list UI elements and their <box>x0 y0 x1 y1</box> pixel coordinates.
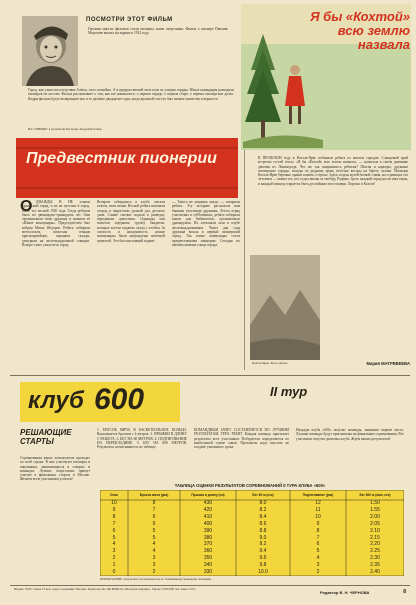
film-photo <box>22 16 78 86</box>
boy-portrait-icon <box>22 16 78 86</box>
table-cell: 4 <box>112 541 116 548</box>
table-cell: 380 <box>203 534 213 541</box>
tree-icon <box>245 34 281 142</box>
table-cell: 340 <box>203 562 213 569</box>
table-cell: 1.55 <box>370 506 380 513</box>
table-cell: 390 <box>203 527 213 534</box>
column-divider <box>244 150 245 370</box>
pioneer-headline: Предвестник пионерии <box>26 150 217 167</box>
landscape-icon <box>250 255 320 360</box>
kokhtoy-body: В ПРОШЛОМ году в Кохтла-Ярве побывали ребята из многих городов. Сланцевый край встретил гостей тепло. «Я бы «Кохтой» всю землю назвала», — написала в своём дневнике девочка из Ленинграда. Что же так понравилось ребятам? Шахты и карьеры, дружные пионерские отряды, походы по родному краю, весёлые костры на берегу залива. Пионеры Кохтла-Ярве бережно хранят память о героях. Здесь создан музей боевой славы, на страницах его летописи — имена тех, кто отдал жизнь за свободу Родины. Здесь каждый отряд носит имя героя, и каждый пионер старается быть достойным этого имени. Хорошо в Кохтле! <box>258 156 408 186</box>
pioneer-column-1: ДНАЖДЫ В НЕ узнали вражеский отряд, и их не пустили в город. Было это весной 1920 года. Тогда ребятам было по двенадцать-тринадцать лет. Они организовали свою дружину и назвали её «Юные коммунары». Председателем был избран Миша Фёдоров. Ребята собирали металлолом, помогали семьям красноармейцев, охраняли склады, дежурили на железнодорожной станции. Вскоре о них узнал весь город. <box>22 200 90 247</box>
footer-editor: Редактор В. Н. ЧЕРНОВА <box>320 590 370 595</box>
table-cell: 2.25 <box>370 548 380 555</box>
kokhtoy-photo-caption: Кохтла-Ярве. Фото автора. <box>252 362 288 365</box>
table-cell: 8.2 <box>259 506 267 513</box>
table-cell: 330 <box>203 569 213 576</box>
table-cell: 9 <box>112 506 116 513</box>
table-cell: 5 <box>152 534 156 541</box>
club-logo-number: 600 <box>94 383 145 416</box>
table-cell: 7 <box>112 520 116 527</box>
club-left-text: Соревнования юных легкоатлетов проходят по всей стране. В них участвуют пионеры и школьники, занимающиеся в секциях и командах. Лучшие спортсмены примут участие в финальных стартах в Москве. Желаем всем участникам успехов! <box>20 456 90 482</box>
table-cell: 8.0 <box>259 500 267 506</box>
table-cell: 3 <box>152 555 156 562</box>
table-cell: 4 <box>152 541 156 548</box>
table-cell: 2 <box>152 569 156 576</box>
table-cell: 9.0 <box>259 534 267 541</box>
table-cell: 0 <box>112 569 116 576</box>
table-header-cell: Бег 600 м (мин, сек) <box>359 493 391 497</box>
table-cell: 7 <box>152 506 156 513</box>
table-cell: 6 <box>316 541 320 548</box>
table-cell: 8 <box>152 500 156 506</box>
table-title: ТАБЛИЦА ОЦЕНКИ РЕЗУЛЬТАТОВ СОРЕВНОВАНИЙ II ТУРА КЛУБА «600» <box>174 483 326 488</box>
table-cell: 4 <box>316 555 320 562</box>
table-cell: 8.4 <box>259 513 267 520</box>
table-header-cell: Бросок мяча (раз) <box>139 493 169 497</box>
table-cell: 3 <box>152 562 156 569</box>
table-cell: 7 <box>316 534 320 541</box>
table-cell: 9.2 <box>259 541 267 548</box>
kokhtoy-illustration <box>243 30 323 148</box>
table-cell: 10.0 <box>258 569 268 576</box>
club-decisive-heading: РЕШАЮЩИЕ СТАРТЫ <box>20 428 72 446</box>
club-logo <box>20 382 180 422</box>
table-cell: 2 <box>112 555 116 562</box>
club-rules-column-3: Награды клуба «600» получат команды, занявшие первые места. Лучшие команды будут приглашены на финальные соревнования. Все участники получат дипломы клуба. Ждём ваших результатов! <box>296 428 404 441</box>
table-cell: 400 <box>203 520 213 527</box>
table-cell: 8 <box>316 527 320 534</box>
table-cell: 350 <box>203 555 213 562</box>
table-cell: 360 <box>203 548 213 555</box>
table-header-cell: Прыжок в длину (см) <box>191 493 225 497</box>
table-cell: 5 <box>316 548 320 555</box>
table-cell: 9.8 <box>259 562 267 569</box>
table-cell: 9.4 <box>259 548 267 555</box>
pioneer-column-3: — Такого не увидишь нигде, — говорили ребята. Эту историю рассказала нам бывшая участница дружины. Летом отряд участвовал в субботниках, ребята собирали книги для библиотеки, организовали драмкружок. Их спектакли шли в клубе железнодорожников. Через два года дружина вошла в первый пионерский отряд. Так юные коммунары стали предвестниками пионерии. Сегодня их именем названа улица города. <box>172 200 240 247</box>
table-cell: 6 <box>152 520 156 527</box>
results-table-body <box>100 490 404 576</box>
table-cell: 420 <box>203 506 213 513</box>
pioneer-band-pattern <box>16 138 238 198</box>
club-rules-column-1: 1. БРОСОК МЯЧА В БАСКЕТБОЛЬНОЕ КОЛЬЦО. Выполняется броском с 4 метров. 2. ПРЫЖКИ В ДЛИНУ С РАЗБЕГА. 3. БЕГ НА 60 МЕТРОВ. 4. ПОДТЯГИВАНИЕ НА ПЕРЕКЛАДИНЕ. 5. БЕГ НА 600 МЕТРОВ. Результаты засчитываются по таблице. <box>97 428 187 450</box>
club-rules-column-2: КОМАНДНЫЙ ЗАЧЕТ СОСТАВЛЯЕТСЯ ПО ЛУЧШИМ РЕЗУЛЬТАТАМ ТРЕХ РЕБЯТ. Каждая команда присылает результаты всех участников. Победители определяются по наибольшей сумме очков. Протоколы надо выслать не позднее указанного срока. <box>194 428 289 450</box>
table-cell: 2.35 <box>370 562 380 569</box>
table-cell: 2.40 <box>370 569 380 576</box>
table-cell: 2.30 <box>370 555 380 562</box>
table-cell: 2.20 <box>370 541 380 548</box>
film-lead: Героями многих фильмов стали пионеры, наши сверстники. Фильм о пионере Павлике Морозове вышел на экраны в 1932 году. <box>88 27 228 36</box>
film-caption: НА СНИМКЕ: в роли Коли Кострова Андрей Болтнев. <box>28 128 103 131</box>
table-cell: 8 <box>112 513 116 520</box>
table-header-cell: Подтягивание (раз) <box>302 493 334 497</box>
table-cell: 370 <box>203 541 213 548</box>
table-header-cell: Очки <box>110 493 118 497</box>
table-cell: 9.6 <box>259 555 267 562</box>
table-cell: 8.6 <box>259 520 267 527</box>
club-section-rule <box>10 375 410 376</box>
table-cell: 2.10 <box>370 527 380 534</box>
table-cell: 12 <box>315 500 321 506</box>
table-cell: 10 <box>315 513 321 520</box>
pioneer-dropcap: О <box>20 198 33 215</box>
girl-figure-icon <box>285 65 305 124</box>
table-cell: 5 <box>112 534 116 541</box>
table-cell: 2.00 <box>370 513 380 520</box>
table-cell: 1 <box>112 562 116 569</box>
kokhtoy-author: Мария МАТРЕВЕЕВА <box>366 361 410 366</box>
table-cell: 5 <box>152 527 156 534</box>
table-cell: 3 <box>316 562 320 569</box>
footer-rule <box>10 585 410 586</box>
kokhtoy-headline: Я бы «Кохтой» всю землю назвала <box>310 10 410 52</box>
film-body: Город, как узнал впоследствии Алёша, спал спокойно. А в предрассветной мгле шли по улицам отряды. Юные командиры разводили пионеров по постам. Фильм рассказывает о том, как всё начиналось: о первом отряде, о первом сборе, о первых пионерских делах. Кадры фильма будто возвращают нас в те далёкие двадцатые годы, когда красный галстук был знаком мужества и верности. <box>28 88 234 101</box>
table-cell: 11 <box>315 506 321 513</box>
table-cell: 430 <box>203 500 213 506</box>
table-note: ПРИМЕЧАНИЕ: результаты засчитываются по ближайшему меньшему значению. <box>100 578 212 581</box>
table-header-cell: Бег 60 м (сек) <box>252 493 274 497</box>
results-table <box>100 490 404 576</box>
film-heading: ПОСМОТРИ ЭТОТ ФИЛЬМ <box>86 17 173 23</box>
page-number: 8 <box>403 589 406 595</box>
pioneer-column-2: Вечером собирались в клубе, читали газеты, пели песни. Весной ребята вскопали огород и вырастили урожай для детского дома. Самые смелые ходили в разведку, передавали донесения. Однажды они помогли задержать группу бандитов, которые хотели поджечь склад с хлебом. За смелость и находчивость «юные коммунары» были награждены почётной грамотой. Это был настоящий подвиг. <box>97 200 165 243</box>
kokhtoy-photo <box>250 255 320 360</box>
table-cell: 9 <box>316 520 320 527</box>
table-cell: 6 <box>112 527 116 534</box>
table-cell: 2.05 <box>370 520 380 527</box>
table-cell: 4 <box>152 548 156 555</box>
table-cell: 2 <box>316 569 320 576</box>
table-cell: 1.50 <box>370 500 380 506</box>
table-cell: 6 <box>152 513 156 520</box>
club-logo-prefix: клуб <box>28 387 84 414</box>
table-cell: 2.15 <box>370 534 380 541</box>
table-cell: 410 <box>203 513 213 520</box>
table-cell: 3 <box>112 548 116 555</box>
table-cell: 8.8 <box>259 527 267 534</box>
club-round: II тур <box>270 384 308 399</box>
footer-text: Индекс 70451. Цена 15 коп. Адрес редакции: Москва. Издательство ЦК ВЛКСМ «Молодая гвардия». Тираж 3 000 000 экз. Заказ 1213. <box>14 588 196 591</box>
table-cell: 10 <box>111 500 117 506</box>
